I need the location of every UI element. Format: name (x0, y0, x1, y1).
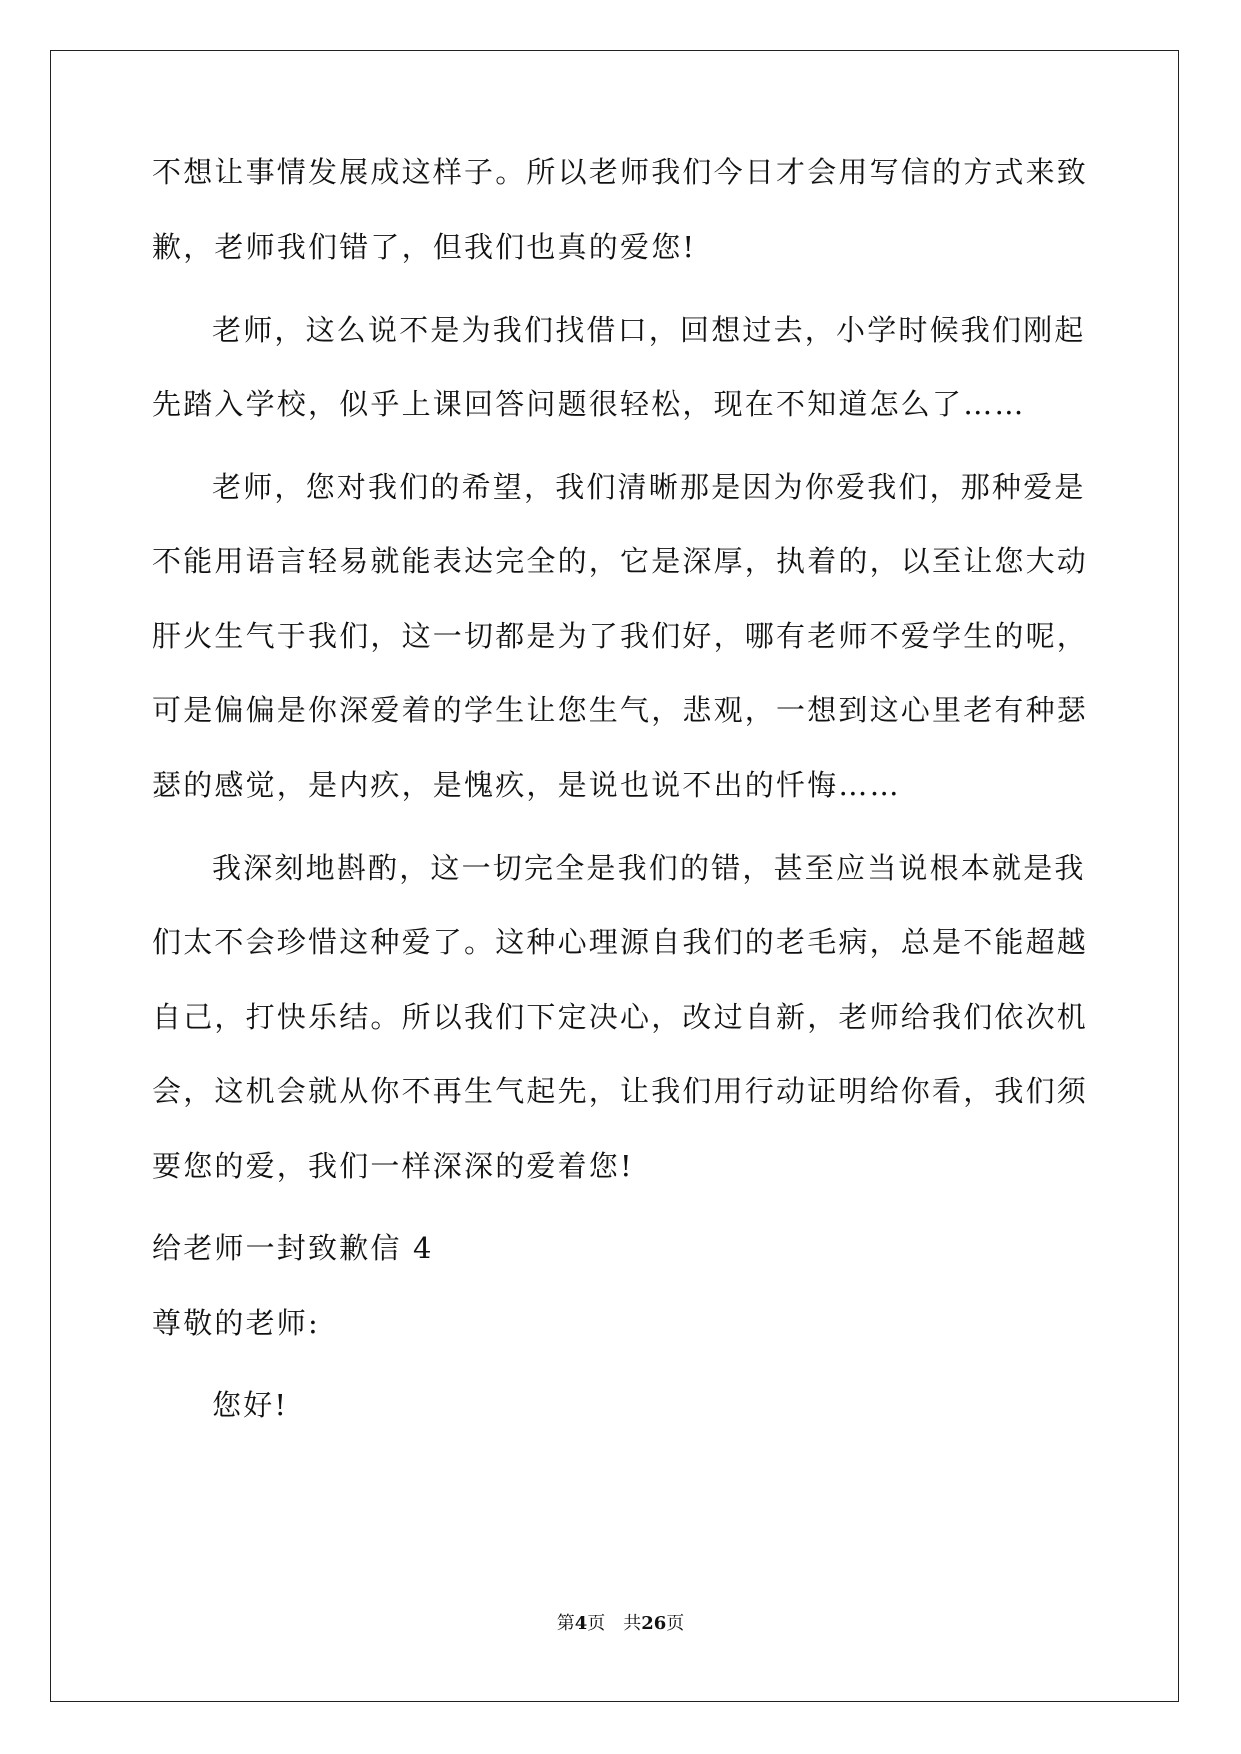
total-suffix: 页 (666, 1613, 685, 1634)
total-prefix: 共 (623, 1613, 642, 1634)
section-heading: 给老师一封致歉信 4 (152, 1231, 434, 1265)
page-number: 4 (574, 1613, 588, 1634)
text-line: 先踏入学校，似乎上课回答问题很轻松，现在不知道怎么了…… (152, 387, 1026, 421)
text-line: 瑟的感觉，是内疚，是愧疚，是说也说不出的忏悔…… (152, 768, 901, 802)
text-line: 歉，老师我们错了，但我们也真的爱您! (152, 230, 697, 264)
page-prefix: 第 (556, 1613, 575, 1634)
text-line: 不能用语言轻易就能表达完全的，它是深厚，执着的，以至让您大动 (152, 544, 1089, 578)
paragraph-start: 老师，这么说不是为我们找借口，回想过去，小学时候我们刚起 (212, 313, 1086, 347)
paragraph-start: 老师，您对我们的希望，我们清晰那是因为你爱我们，那种爱是 (212, 470, 1086, 504)
page-footer (0, 1612, 1241, 1636)
text-line: 自己，打快乐结。所以我们下定决心，改过自新，老师给我们依次机 (152, 1000, 1089, 1034)
page-suffix: 页 (587, 1613, 606, 1634)
text-line: 会，这机会就从你不再生气起先，让我们用行动证明给你看，我们须 (152, 1074, 1089, 1108)
text-line: 可是偏偏是你深爱着的学生让您生气，悲观，一想到这心里老有种瑟 (152, 693, 1089, 727)
text-line: 肝火生气于我们，这一切都是为了我们好，哪有老师不爱学生的呢， (152, 619, 1089, 653)
total-pages: 26 (641, 1613, 667, 1634)
text-line: 们太不会珍惜这种爱了。这种心理源自我们的老毛病，总是不能超越 (152, 925, 1089, 959)
text-line: 不想让事情发展成这样子。所以老师我们今日才会用写信的方式来致 (152, 155, 1089, 189)
salutation: 尊敬的老师: (152, 1306, 320, 1340)
text-line: 要您的爱，我们一样深深的爱着您! (152, 1149, 634, 1183)
paragraph-start: 我深刻地斟酌，这一切完全是我们的错，甚至应当说根本就是我 (212, 851, 1086, 885)
greeting: 您好! (212, 1388, 289, 1422)
